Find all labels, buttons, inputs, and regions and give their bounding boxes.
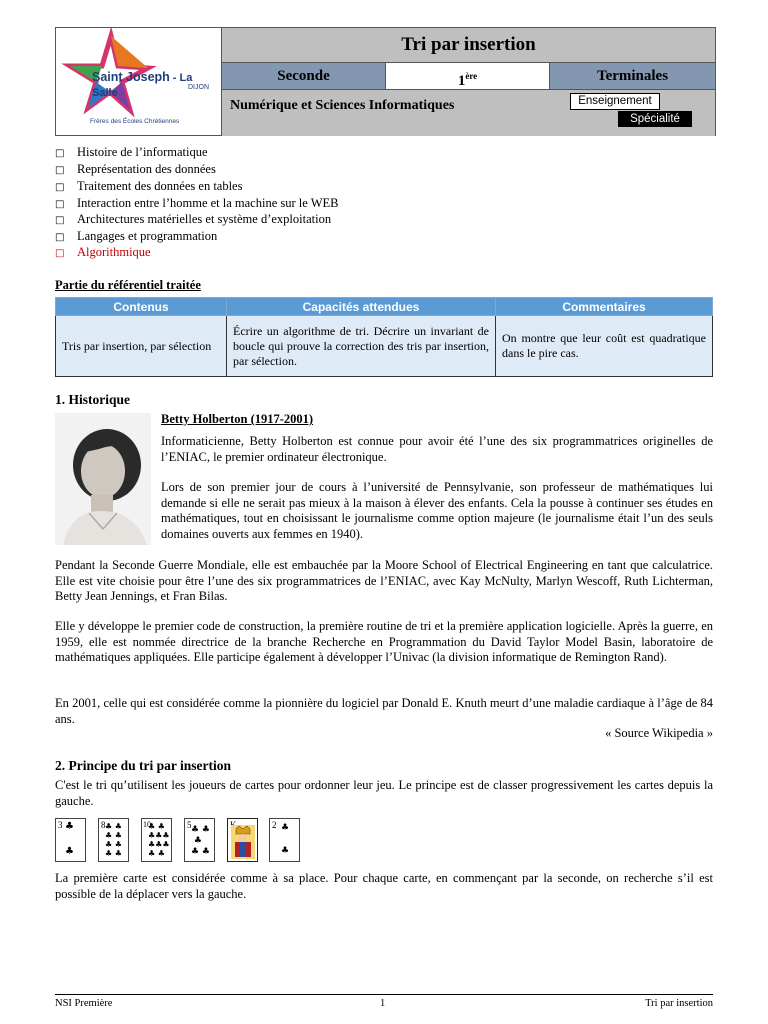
club-icon: ♣ — [65, 846, 74, 857]
topic-item — [55, 196, 338, 211]
topic-item — [55, 229, 217, 244]
footer-divider — [55, 994, 713, 995]
club-card-2 — [269, 818, 300, 862]
footer-left: NSI Première — [55, 998, 113, 1009]
topic-item-active — [55, 245, 151, 260]
table-header-row — [56, 298, 713, 316]
topic-item — [55, 212, 331, 227]
table-row — [56, 316, 713, 377]
paragraph: Pendant la Seconde Guerre Mondiale, elle est embauchée par la Moore School of Electrical Engineering en tant que calculatrice. Elle est vite choisie pour être l’une des six programmatrices de l’ENIAC, avec Kay McNulty, Marlyn Wescoff, Ruth Lichterman, Betty Jean Jennings, et Fran Bilas. — [55, 558, 713, 603]
club-icon: ♣ — [281, 823, 290, 833]
club-card-5 — [184, 818, 215, 862]
logo-name: Saint Joseph — [92, 70, 170, 84]
paragraph: Elle y développe le premier code de construction, la première routine de tri et la première application logicielle. Après la guerre, en 1959, elle est nommée directrice de la branche Recherche en Programmation du David Taylor Model Basin, laboratoire de mathématiques appliquées. Elle participe également à développer l’Univac (la division informatique de Remington Rand). — [55, 619, 713, 664]
section-heading: 1. Historique — [55, 392, 131, 407]
portrait-image — [55, 413, 151, 545]
school-logo — [56, 28, 222, 135]
topic-item — [55, 145, 208, 160]
topic-label: Algorithmique — [77, 245, 151, 259]
club-icon: ♣ ♣ ♣♣♣ ♣♣♣ ♣ ♣ — [148, 822, 170, 858]
subject-title: Numérique et Sciences Informatiques — [230, 98, 455, 113]
square-bullet-icon: □ — [55, 232, 65, 243]
table-cell: On montre que leur coût est quadratique dans le pire cas. — [496, 316, 713, 377]
paragraph: La première carte est considérée comme à sa place. Pour chaque carte, en commençant par la seconde, on recherche s’il est possible de la déplacer vers la gauche. — [55, 871, 713, 901]
paragraph: Informaticienne, Betty Holberton est connue pour avoir été l’une des six programmatrices originelles de l’ENIAC, le premier ordinateur électronique. — [161, 434, 713, 464]
paragraph: Lors de son premier jour de cours à l’université de Pennsylvanie, son professeur de mathématiques lui demande si elle ne serait pas mieux à la maison à élever des enfants. Cela la pousse à continuer ses études en mathématiques, tout en choisissant le journalisme comme option majeure (le journalisme était l’un des seuls domaines ouverts aux femmes en 1940). — [161, 480, 713, 541]
club-card-king — [227, 818, 258, 862]
square-bullet-icon: □ — [55, 215, 65, 226]
square-bullet-icon: □ — [55, 165, 65, 176]
level-row — [222, 63, 715, 89]
enseignement-label: Enseignement — [570, 93, 660, 110]
table-cell: Tris par insertion, par sélection — [56, 316, 227, 377]
referentiel-title: Partie du référentiel traitée — [55, 278, 201, 292]
logo-tagline: Frères des Écoles Chrétiennes — [90, 118, 180, 125]
topic-label: Interaction entre l’homme et la machine sur le WEB — [77, 196, 339, 210]
topic-label: Histoire de l’informatique — [77, 145, 208, 159]
topic-label: Représentation des données — [77, 162, 216, 176]
club-card-10 — [141, 818, 172, 862]
section-heading: 2. Principe du tri par insertion — [55, 758, 232, 773]
card-rank: 2 — [272, 820, 277, 830]
square-bullet-icon: □ — [55, 248, 65, 259]
level-seconde: Seconde — [222, 63, 386, 89]
card-rank: 3 — [58, 820, 63, 830]
club-icon: ♣ — [65, 821, 74, 832]
logo-city: DIJON — [188, 84, 209, 91]
source-citation: « Source Wikipedia » — [605, 726, 713, 740]
club-icon: ♣ ♣ ♣ ♣ ♣ ♣ ♣ ♣ — [105, 822, 122, 858]
square-bullet-icon: □ — [55, 148, 65, 159]
topic-label: Langages et programmation — [77, 229, 218, 243]
club-card-3 — [55, 818, 86, 862]
level-terminales: Terminales — [550, 63, 715, 89]
card-rank: 5 — [187, 820, 192, 830]
card-rank: 10 — [143, 820, 151, 829]
portrait-photo — [55, 413, 151, 545]
column-header: Contenus — [56, 298, 227, 316]
paragraph: En 2001, celle qui est considérée comme la pionnière du logiciel par Donald E. Knuth meurt d’une maladie cardiaque à l’âge de 84 ans. — [55, 696, 713, 726]
paragraph: C'est le tri qu’utilisent les joueurs de cartes pour ordonner leur jeu. Le principe est de classer progressivement les cartes depuis la gauche. — [55, 778, 713, 808]
referentiel-table — [55, 297, 713, 377]
card-rank: 8 — [101, 820, 106, 830]
king-figure-icon — [231, 825, 255, 859]
page-number: 1 — [380, 998, 386, 1009]
square-bullet-icon: □ — [55, 199, 65, 210]
column-header: Capacités attendues — [227, 298, 496, 316]
square-bullet-icon: □ — [55, 182, 65, 193]
logo-suffix: - La Salle — [92, 72, 193, 99]
document-title: Tri par insertion — [222, 28, 715, 63]
footer-right: Tri par insertion — [645, 998, 713, 1009]
document-header — [55, 27, 716, 136]
subject-row — [222, 89, 715, 136]
topic-item — [55, 179, 242, 194]
table-cell: Écrire un algorithme de tri. Décrire un invariant de boucle qui prouve la correction des tris par insertion, par sélection. — [227, 316, 496, 377]
club-card-8 — [98, 818, 129, 862]
level-premiere-sup: ère — [465, 71, 478, 81]
level-premiere-number: 1 — [457, 73, 466, 89]
topic-item — [55, 162, 216, 177]
topic-label: Architectures matérielles et système d’exploitation — [77, 212, 332, 226]
specialite-badge: Spécialité — [618, 111, 692, 127]
club-icon: ♣ — [281, 846, 290, 856]
person-name: Betty Holberton (1917-2001) — [161, 412, 314, 426]
club-icon: ♣ ♣ ♣ ♣ ♣ — [191, 825, 210, 857]
topic-label: Traitement des données en tables — [77, 179, 243, 193]
level-premiere — [386, 63, 550, 89]
column-header: Commentaires — [496, 298, 713, 316]
